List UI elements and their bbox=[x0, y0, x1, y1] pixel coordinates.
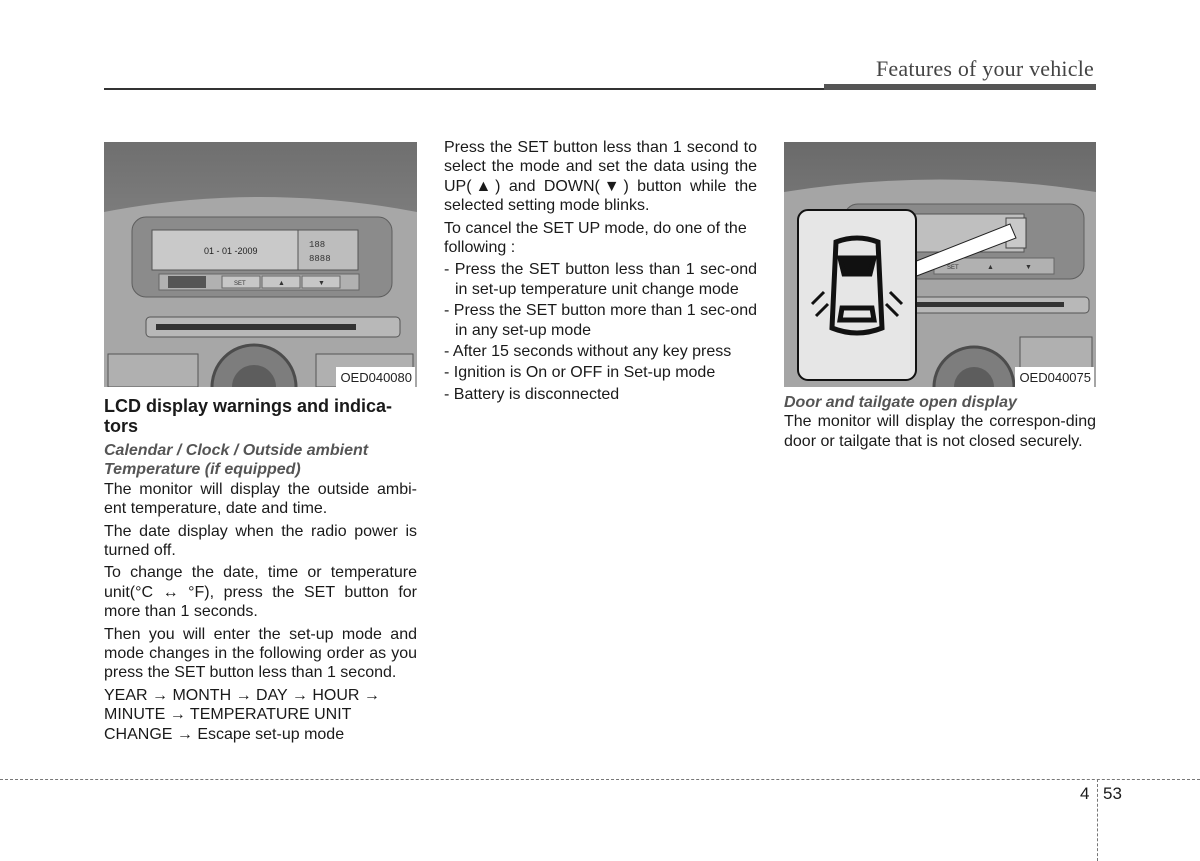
mode-sequence: YEAR → MONTH → DAY → HOUR → MINUTE → TEMPERATURE UNIT CHANGE → Escape set-up mode bbox=[104, 686, 380, 743]
list-item: - Press the SET button more than 1 sec-ond in any set-up mode bbox=[444, 302, 757, 339]
header-rule-accent bbox=[824, 84, 1096, 90]
set-button-label: SET bbox=[947, 265, 959, 271]
list-item: - Press the SET button less than 1 sec-ond in set-up temperature unit change mode bbox=[444, 261, 757, 298]
column-3 bbox=[784, 142, 1096, 454]
figure-code: OED040075 bbox=[1015, 367, 1094, 387]
column-1 bbox=[104, 142, 417, 747]
set-button-label: SET bbox=[234, 281, 246, 287]
paragraph: The monitor will display the correspon-ding door or tailgate that is not closed securely. bbox=[784, 413, 1096, 450]
list-item: - Ignition is On or OFF in Set-up mode bbox=[444, 364, 716, 382]
list-item: - Battery is disconnected bbox=[444, 385, 620, 403]
page-number: 53 bbox=[1103, 784, 1122, 803]
column-2 bbox=[444, 138, 757, 406]
chapter-number: 4 bbox=[1080, 784, 1090, 803]
svg-text:8888: 8888 bbox=[309, 254, 331, 264]
subsection-heading: Calendar / Clock / Outside ambient Temperature (if equipped) bbox=[104, 442, 369, 479]
svg-text:▼: ▼ bbox=[1025, 264, 1032, 271]
page-header-title: Features of your vehicle bbox=[875, 56, 1094, 81]
door-open-illustration bbox=[784, 142, 1096, 387]
svg-text:▲: ▲ bbox=[987, 264, 994, 271]
paragraph: To change the date, time or temperature unit(°C ↔ °F), press the SET button for more than 1 seconds. bbox=[104, 564, 417, 621]
cancel-conditions-list bbox=[444, 260, 757, 404]
lcd-dashboard-illustration bbox=[104, 142, 417, 387]
svg-text:▲: ▲ bbox=[278, 280, 285, 287]
subsection-heading: Door and tailgate open display bbox=[784, 394, 1017, 411]
paragraph: The monitor will display the outside ambi-ent temperature, date and time. bbox=[104, 480, 417, 518]
footer-rule bbox=[0, 779, 1200, 780]
paragraph: The date display when the radio power is turned off. bbox=[104, 522, 417, 560]
section-heading: LCD display warnings and indica-tors bbox=[104, 396, 393, 436]
header-rule bbox=[104, 88, 824, 90]
svg-text:188: 188 bbox=[309, 240, 326, 250]
svg-text:▼: ▼ bbox=[318, 280, 325, 287]
paragraph: Then you will enter the set-up mode and mode changes in the following order as you press the SET button less than 1 second. bbox=[104, 625, 417, 682]
footer-divider bbox=[1097, 779, 1098, 861]
figure-lcd-display bbox=[104, 142, 417, 387]
figure-code: OED040080 bbox=[336, 367, 415, 387]
list-item: - After 15 seconds without any key press bbox=[444, 343, 732, 361]
paragraph: To cancel the SET UP mode, do one of the following : bbox=[444, 219, 747, 257]
figure-door-open-display bbox=[784, 142, 1096, 387]
lcd-date-text: 01 - 01 -2009 bbox=[204, 246, 258, 256]
paragraph: Press the SET button less than 1 second to select the mode and set the data using the UP(▲) and DOWN(▼) button while the selected setting mode blinks. bbox=[444, 139, 757, 215]
